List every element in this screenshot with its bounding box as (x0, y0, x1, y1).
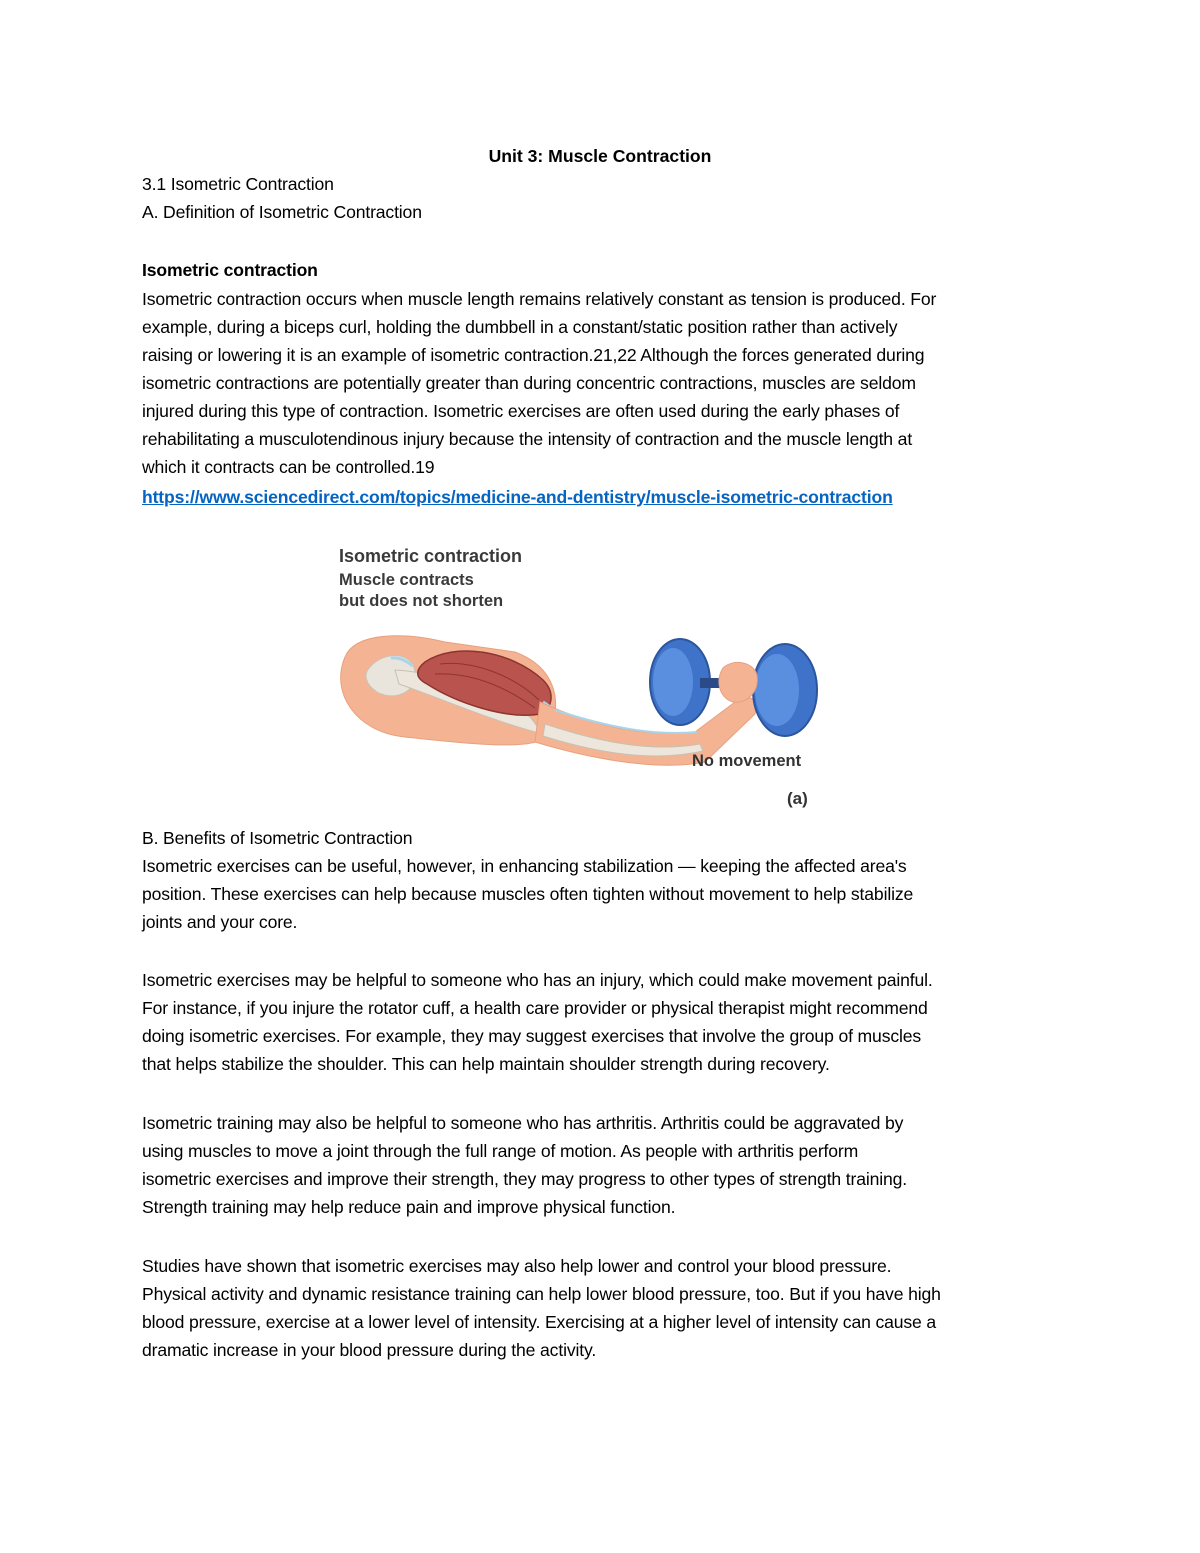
para2-line: position. These exercises can help because muscles often tighten without movement to help stabilize (142, 884, 914, 904)
subsection-b-heading: B. Benefits of Isometric Contraction (142, 828, 413, 848)
isometric-contraction-figure (315, 532, 857, 808)
figure-subtitle: Muscle contracts (339, 571, 474, 589)
figure-subtitle: but does not shorten (339, 592, 504, 610)
para5-line: Physical activity and dynamic resistance training can help lower blood pressure, too. But if you have high (142, 1284, 941, 1304)
para1-line: Isometric contraction occurs when muscle length remains relatively constant as tension is produced. For (142, 289, 937, 309)
para3-line: that helps stabilize the shoulder. This can help maintain shoulder strength during recovery. (142, 1054, 830, 1074)
para1-line: rehabilitating a musculotendinous injury because the intensity of contraction and the muscle length at (142, 429, 913, 449)
para5-line: dramatic increase in your blood pressure during the activity. (142, 1340, 597, 1360)
subsection-a-heading: A. Definition of Isometric Contraction (142, 202, 422, 222)
para1-line: which it contracts can be controlled.19 (142, 457, 435, 477)
para3-line: Isometric exercises may be helpful to someone who has an injury, which could make movement painful. (142, 970, 933, 990)
para2-line: joints and your core. (142, 912, 298, 932)
figure-caption: No movement (692, 752, 802, 770)
paragraph-heading: Isometric contraction (142, 260, 318, 280)
para3-line: doing isometric exercises. For example, they may suggest exercises that involve the group of muscles (142, 1026, 922, 1046)
section-heading: 3.1 Isometric Contraction (142, 174, 334, 194)
figure-label: (a) (787, 789, 808, 808)
figure-title: Isometric contraction (339, 546, 523, 566)
para4-line: Strength training may help reduce pain and improve physical function. (142, 1197, 676, 1217)
para4-line: Isometric training may also be helpful to someone who has arthritis. Arthritis could be aggravated by (142, 1113, 904, 1133)
para1-line: isometric contractions are potentially greater than during concentric contractions, muscles are seldom (142, 373, 916, 393)
para5-line: blood pressure, exercise at a lower level of intensity. Exercising at a higher level of intensity can cause a (142, 1312, 937, 1332)
para2-line: Isometric exercises can be useful, however, in enhancing stabilization — keeping the affected area's (142, 856, 907, 876)
para4-line: using muscles to move a joint through the full range of motion. As people with arthritis perform (142, 1141, 859, 1161)
para1-line: injured during this type of contraction. Isometric exercises are often used during the early phases of (142, 401, 900, 421)
document-title: Unit 3: Muscle Contraction (488, 146, 712, 166)
para3-line: For instance, if you injure the rotator cuff, a health care provider or physical therapist might recommend (142, 998, 928, 1018)
para5-line: Studies have shown that isometric exercises may also help lower and control your blood pressure. (142, 1256, 892, 1276)
sciencedirect-link[interactable]: https://www.sciencedirect.com/topics/medicine-and-dentistry/muscle-isometric-contraction (142, 487, 893, 507)
para1-line: raising or lowering it is an example of isometric contraction.21,22 Although the forces generated during (142, 345, 925, 365)
para4-line: isometric exercises and improve their strength, they may progress to other types of strength training. (142, 1169, 908, 1189)
para1-line: example, during a biceps curl, holding the dumbbell in a constant/static position rather than actively (142, 317, 898, 337)
